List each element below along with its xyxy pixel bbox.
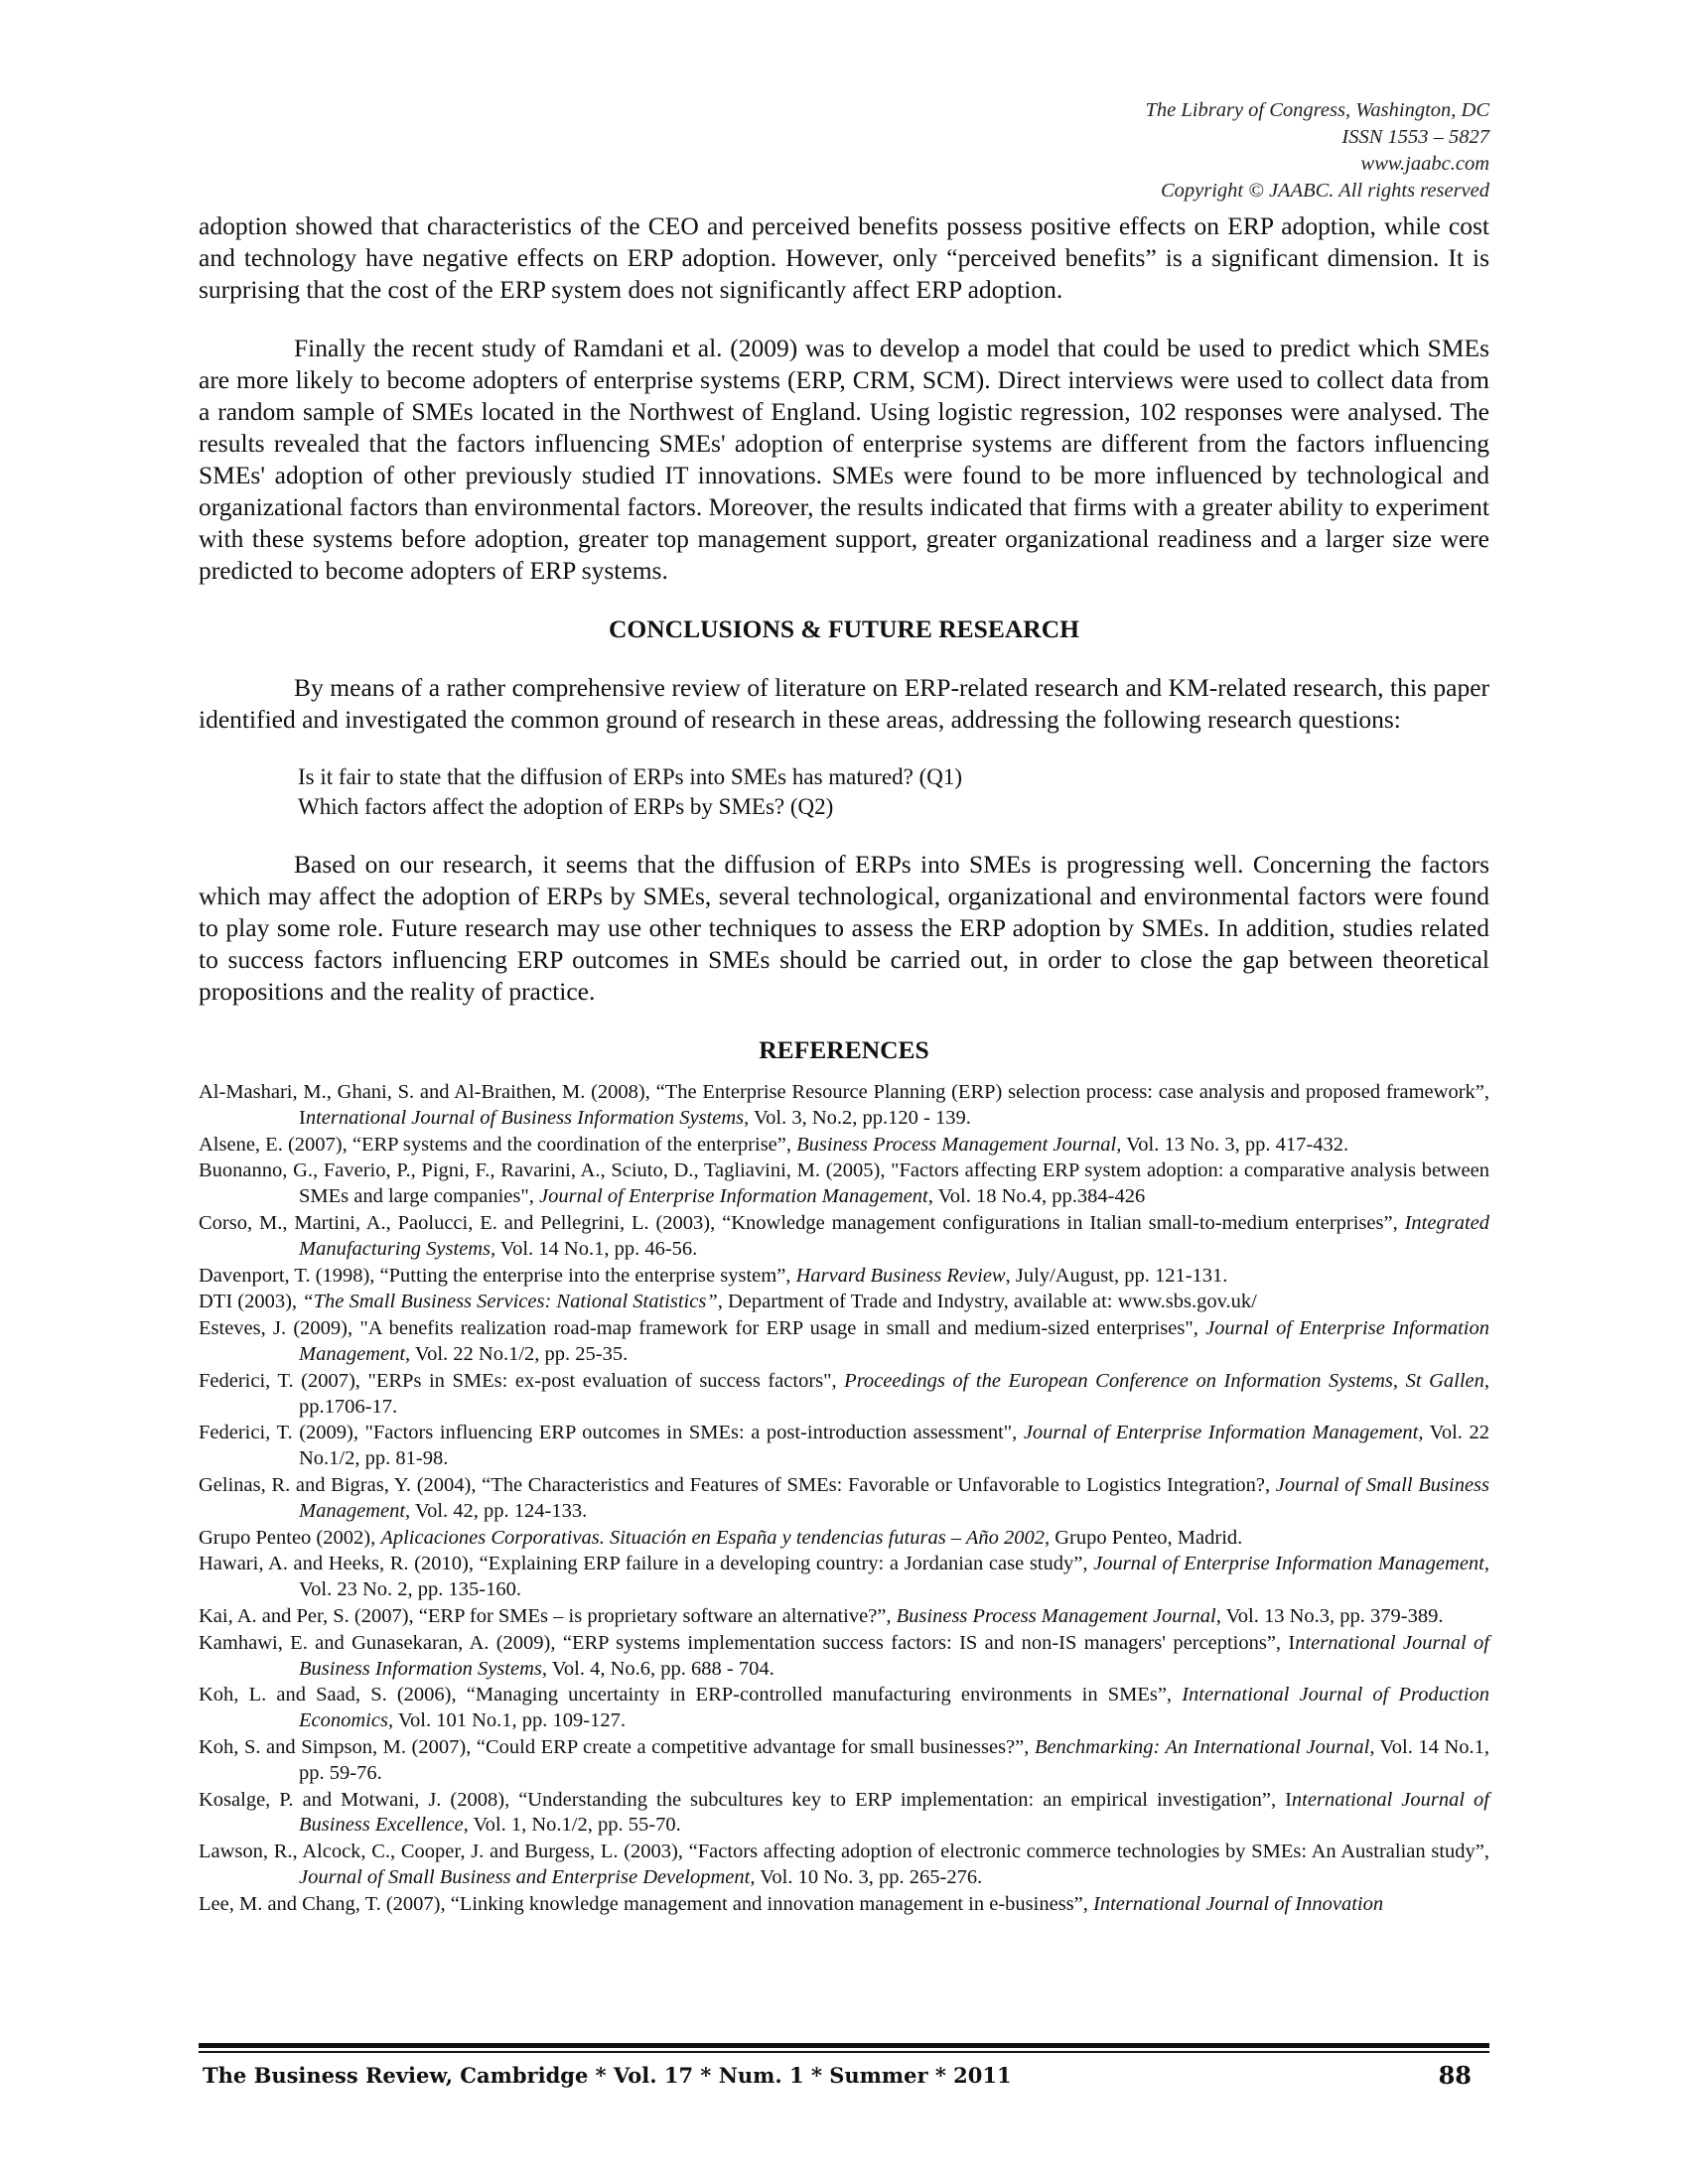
reference-text: Davenport, T. (1998), “Putting the enterprise into the enterprise system”, (199, 1264, 796, 1287)
reference-details: , July/August, pp. 121-131. (1005, 1264, 1228, 1287)
paragraph-review: By means of a rather comprehensive review of literature on ERP-related research and KM-related research, this paper identified and investigated the common ground of research in these areas, addressing the following research questions: (199, 673, 1489, 734)
footer-journal: The Business Review, Cambridge * Vol. 17 * Num. 1 * Summer * 2011 (203, 2063, 1012, 2088)
reference-journal: Journal of Enterprise Information Management (1093, 1553, 1484, 1575)
reference-text: Kai, A. and Per, S. (2007), “ERP for SMEs – is proprietary software an alternative?”, (199, 1604, 897, 1627)
header-library: The Library of Congress, Washington, DC (1145, 99, 1489, 121)
reference-item (199, 1264, 1489, 1290)
reference-details: , Grupo Penteo, Madrid. (1045, 1526, 1243, 1549)
reference-item (199, 1159, 1489, 1210)
reference-journal: nternational Journal of Business Excellence (299, 1788, 1490, 1837)
reference-item (199, 1604, 1489, 1630)
footer-rule-thin (199, 2051, 1489, 2053)
reference-journal: Journal of Enterprise Information Management (299, 1317, 1489, 1365)
reference-text: Koh, S. and Simpson, M. (2007), “Could ERP create a competitive advantage for small businesses?”, (199, 1735, 1035, 1758)
reference-details: , Vol. 101 No.1, pp. 109-127. (387, 1709, 626, 1732)
reference-text: Kosalge, P. and Motwani, J. (2008), “Understanding the subcultures key to ERP implementation: an empirical investigation”, I (199, 1788, 1292, 1811)
reference-text: Federici, T. (2009), "Factors influencing ERP outcomes in SMEs: a post-introduction assessment", (199, 1422, 1024, 1444)
reference-journal: International Journal of Innovation (1093, 1892, 1384, 1915)
reference-text: Gelinas, R. and Bigras, Y. (2004), “The Characteristics and Features of SMEs: Favorable or Unfavorable to Logistics Integration?, (199, 1473, 1276, 1496)
reference-journal: Benchmarking: An International Journal (1034, 1735, 1370, 1758)
reference-text: Federici, T. (2007), "ERPs in SMEs: ex-post evaluation of success factors", (199, 1369, 845, 1392)
page-number: 88 (1438, 2061, 1472, 2090)
reference-text: Corso, M., Martini, A., Paolucci, E. and Pellegrini, L. (2003), “Knowledge management configurations in Italian small-to-medium enterprises”, (199, 1211, 1405, 1234)
reference-item (199, 1892, 1489, 1918)
reference-text: Grupo Penteo (2002), (199, 1526, 381, 1549)
reference-details: Vol. 14 No.1, pp. 46-56. (495, 1237, 698, 1260)
reference-item (199, 1526, 1489, 1552)
header-website: www.jaabc.com (1360, 153, 1489, 175)
reference-details: , Vol. 22 No.1/2, pp. 25-35. (405, 1342, 629, 1365)
reference-journal: Harvard Business Review (795, 1264, 1006, 1287)
reference-journal: Journal of Small Business Management (299, 1473, 1489, 1522)
reference-item (199, 1735, 1489, 1787)
reference-journal: nternational Journal of Business Information Systems (299, 1631, 1489, 1680)
reference-details: , Vol. 4, No.6, pp. 688 - 704. (541, 1657, 774, 1680)
reference-journal: “The Small Business Services: National Statistics” (302, 1291, 718, 1313)
reference-item (199, 1631, 1489, 1683)
reference-details: , Vol. 3, No.2, pp.120 - 139. (744, 1106, 971, 1129)
reference-item (199, 1421, 1489, 1472)
reference-journal: Journal of Enterprise Information Management (539, 1185, 928, 1208)
reference-text: Esteves, J. (2009), "A benefits realization road-map framework for ERP usage in small and medium-sized enterprises", (199, 1317, 1206, 1340)
reference-item (199, 1683, 1489, 1734)
reference-details: , Vol. 18 No.4, pp.384-426 (927, 1185, 1146, 1208)
reference-text: DTI (2003), (199, 1291, 303, 1313)
paragraph-cost-technology: adoption showed that characteristics of the CEO and perceived benefits possess positive effects on ERP adoption, while cost and technology have negative effects on ERP adoption. However, only “perceived benefits” is a significant dimension. It is surprising that the cost of the ERP system does not significantly affect ERP adoption. (199, 211, 1489, 304)
reference-item (199, 1211, 1489, 1263)
reference-details: , Vol. 13 No.3, pp. 379-389. (1215, 1604, 1444, 1627)
reference-details: , pp.1706-17. (299, 1369, 1490, 1418)
paragraph-findings: Based on our research, it seems that the diffusion of ERPs into SMEs is progressing well. Concerning the factors which may affect the adoption of ERPs by SMEs, several technological, organizational and environmental factors were found to play some role. Future research may use other techniques to assess the ERP adoption by SMEs. In addition, studies related to success factors influencing ERP outcomes in SMEs should be carried out, in order to close the gap between theoretical propositions and the reality of practice. (199, 850, 1489, 1006)
paragraph-ramdani: Finally the recent study of Ramdani et al. (2009) was to develop a model that could be used to predict which SMEs are more likely to become adopters of enterprise systems (ERP, CRM, SCM). Direct interviews were used to collect data from a random sample of SMEs located in the Northwest of England. Using logistic regression, 102 responses were analysed. The results revealed that the factors influencing SMEs' adoption of enterprise systems are different from the factors influencing SMEs' adoption of other previously studied IT innovations. SMEs were found to be more influenced by technological and organizational factors than environmental factors. Moreover, the results indicated that firms with a greater ability to experiment with these systems before adoption, greater top management support, greater organizational readiness and a larger size were predicted to become adopters of ERP systems. (199, 334, 1489, 585)
reference-text: Lee, M. and Chang, T. (2007), “Linking knowledge management and innovation management in e-business”, (199, 1892, 1094, 1915)
reference-details: , Vol. 10 No. 3, pp. 265-276. (750, 1865, 983, 1888)
reference-item (199, 1840, 1489, 1891)
reference-journal: Journal of Enterprise Information Management, (1023, 1422, 1424, 1444)
reference-details: , Vol. 42, pp. 124-133. (405, 1499, 588, 1522)
reference-item (199, 1788, 1489, 1840)
header-issn: ISSN 1553 – 5827 (1341, 126, 1489, 148)
reference-journal: International Journal of Production Economics (299, 1684, 1489, 1732)
reference-text: Lawson, R., Alcock, C., Cooper, J. and Burgess, L. (2003), “Factors affecting adoption of electronic commerce technologies by SMEs: An Australian study”, (199, 1841, 1489, 1863)
reference-journal: Aplicaciones Corporativas. Situación en España y tendencias futuras – Año 2002 (380, 1526, 1045, 1549)
reference-list (199, 1080, 1489, 1918)
reference-text: Al-Mashari, M., Ghani, S. and Al-Braithen, M. (2008), “The Enterprise Resource Planning (ERP) selection process: case analysis and proposed framework”, I (199, 1081, 1489, 1129)
reference-journal: Integrated Manufacturing Systems, (299, 1211, 1489, 1260)
research-question-2: Which factors affect the adoption of ERPs by SMEs? (Q2) (298, 794, 834, 819)
reference-text: Hawari, A. and Heeks, R. (2010), “Explaining ERP failure in a developing country: a Jordanian case study”, (199, 1553, 1094, 1575)
reference-journal: Proceedings of the European Conference on Information Systems, St Gallen (844, 1369, 1484, 1392)
reference-text: Alsene, E. (2007), “ERP systems and the coordination of the enterprise”, (199, 1133, 797, 1156)
footer-rule (199, 2043, 1489, 2048)
reference-item (199, 1552, 1489, 1603)
reference-details: , Vol. 14 No.1, pp. 59-76. (299, 1735, 1490, 1784)
reference-item (199, 1080, 1489, 1132)
reference-details: , Vol. 1, No.1/2, pp. 55-70. (463, 1814, 681, 1837)
reference-item (199, 1369, 1489, 1421)
reference-text: Buonanno, G., Faverio, P., Pigni, F., Ravarini, A., Sciuto, D., Tagliavini, M. (2005), "Factors affecting ERP system adoption: a comparative analysis between SMEs and large companies", (199, 1160, 1489, 1208)
reference-journal: Journal of Small Business and Enterprise Development (299, 1865, 751, 1888)
page-header (1146, 97, 1489, 205)
reference-item (199, 1316, 1489, 1368)
reference-item (199, 1290, 1489, 1315)
research-question-1: Is it fair to state that the diffusion of ERPs into SMEs has matured? (Q1) (298, 764, 963, 789)
header-copyright: Copyright © JAABC. All rights reserved (1160, 180, 1489, 202)
reference-details: , Vol. 23 No. 2, pp. 135-160. (299, 1553, 1489, 1601)
research-questions (298, 762, 1489, 822)
reference-details: , Department of Trade and Indystry, available at: www.sbs.gov.uk/ (717, 1291, 1257, 1313)
section-heading-references: REFERENCES (759, 1035, 929, 1064)
reference-item (199, 1133, 1489, 1159)
reference-journal: Business Process Management Journal, (796, 1133, 1122, 1156)
section-heading-conclusions: CONCLUSIONS & FUTURE RESEARCH (609, 614, 1079, 643)
reference-details: Vol. 22 No.1/2, pp. 81-98. (299, 1422, 1489, 1470)
reference-details: Vol. 13 No. 3, pp. 417-432. (1121, 1133, 1349, 1156)
reference-journal: nternational Journal of Business Information Systems (305, 1106, 745, 1129)
reference-journal: Business Process Management Journal (896, 1604, 1216, 1627)
page-content (199, 210, 1489, 1919)
reference-item (199, 1473, 1489, 1525)
reference-text: Koh, L. and Saad, S. (2006), “Managing uncertainty in ERP-controlled manufacturing environments in SMEs”, (199, 1684, 1183, 1706)
reference-text: Kamhawi, E. and Gunasekaran, A. (2009), “ERP systems implementation success factors: IS and non-IS managers' perceptions”, I (199, 1631, 1296, 1654)
